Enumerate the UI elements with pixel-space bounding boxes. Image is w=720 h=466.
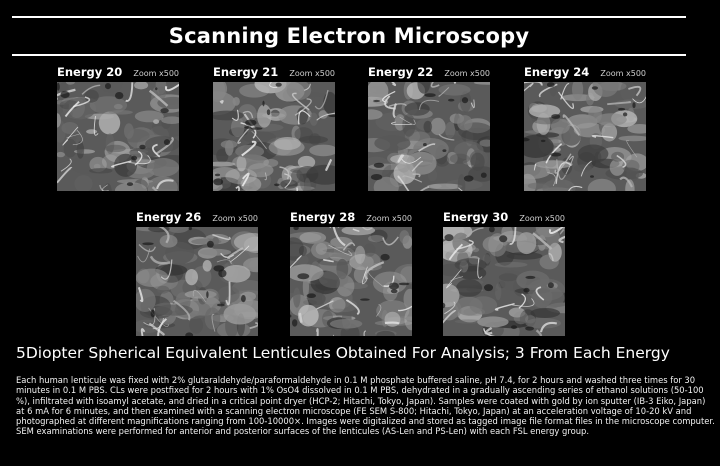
energy-label: Energy 30	[443, 210, 509, 224]
section-heading: 5Diopter Spherical Equivalent Lenticules Obtained For Analysis; 3 From Each Energy	[16, 344, 670, 362]
sem-micrograph	[136, 227, 258, 336]
zoom-label: Zoom x500	[519, 214, 565, 223]
sem-micrograph	[57, 82, 179, 191]
zoom-label: Zoom x500	[212, 214, 258, 223]
sem-micrograph	[524, 82, 646, 191]
sem-panel-energy-22	[368, 65, 490, 191]
energy-label: Energy 22	[368, 65, 434, 79]
energy-label: Energy 28	[290, 210, 356, 224]
sem-panel-energy-30	[443, 210, 565, 336]
page-title: Scanning Electron Microscopy	[168, 24, 530, 48]
sem-panel-energy-20	[57, 65, 179, 191]
zoom-label: Zoom x500	[289, 69, 335, 78]
sem-panel-energy-28	[290, 210, 412, 336]
energy-label: Energy 21	[213, 65, 279, 79]
energy-label: Energy 20	[57, 65, 123, 79]
sem-micrograph	[368, 82, 490, 191]
sem-micrograph	[443, 227, 565, 336]
sem-panel-energy-24	[524, 65, 646, 191]
energy-label: Energy 26	[136, 210, 202, 224]
zoom-label: Zoom x500	[366, 214, 412, 223]
sem-micrograph	[290, 227, 412, 336]
sem-panel-energy-21	[213, 65, 335, 191]
sem-micrograph	[213, 82, 335, 191]
zoom-label: Zoom x500	[133, 69, 179, 78]
zoom-label: Zoom x500	[444, 69, 490, 78]
title-bar	[12, 16, 686, 56]
energy-label: Energy 24	[524, 65, 590, 79]
sem-panel-energy-26	[136, 210, 258, 336]
methods-paragraph: Each human lenticule was fixed with 2% glutaraldehyde/paraformaldehyde in 0.1 M phosphate buffered saline, pH 7.4, for 2 hours and washed three times for 30 minutes in 0.1 M PBS. CLs were postfixed for 2 hours with 1% OsO4 dissolved in 0.1 M PBS, dehydrated in a gradually ascending series of ethanol solutions (50-100 %), infiltrated with isoamyl acetate, and dried in a critical point dryer (HCP-2; Hitachi, Tokyo, Japan). Samples were coated with gold by ion sputter (IB-3 Eiko, Japan) at 6 mA for 6 minutes, and then examined with a scanning electron microscope (FE SEM S-800; Hitachi, Tokyo, Japan) at an acceleration voltage of 10-20 kV and photographed at different magnifications ranging from 100-10000×. Images were digitalized and stored as tagged image file format files in the microscope computer. SEM examinations were performed for anterior and posterior surfaces of the lenticules (AS-Len and PS-Len) with each FSL energy group.	[16, 375, 715, 437]
zoom-label: Zoom x500	[600, 69, 646, 78]
